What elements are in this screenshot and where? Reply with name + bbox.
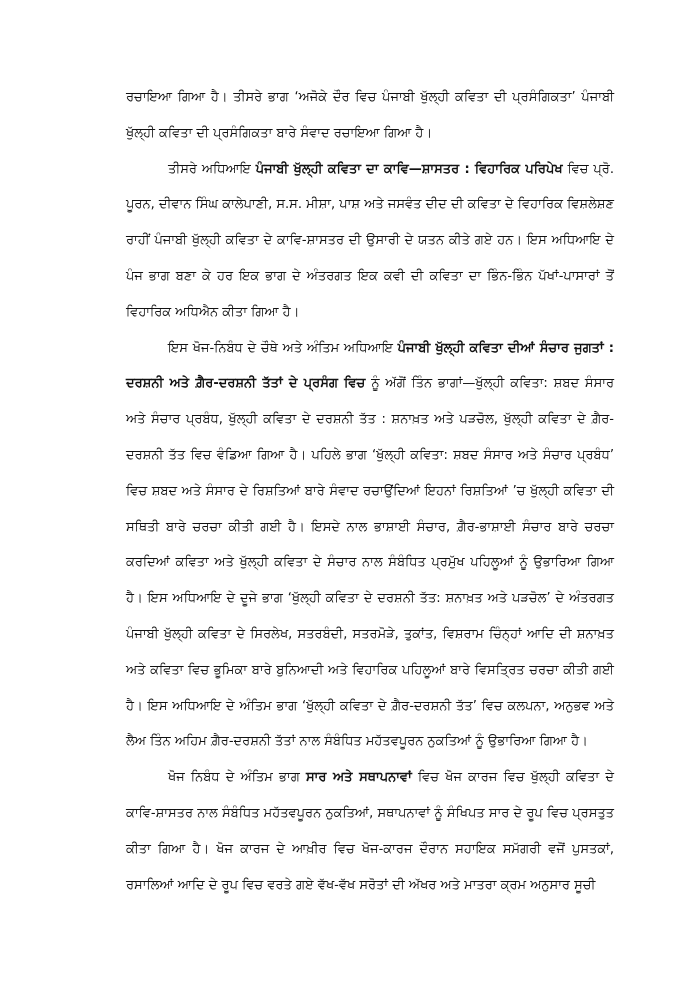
- body-text: ਖੋਜ ਨਿਬੰਧ ਦੇ ਅੰਤਿਮ ਭਾਗ: [168, 770, 306, 786]
- body-text: ਇਸ ਖੋਜ-ਨਿਬੰਧ ਦੇ ਚੌਥੇ ਅਤੇ ਅੰਤਿਮ ਅਧਿਆਇ: [168, 340, 398, 356]
- paragraph: [126, 80, 614, 152]
- body-text: ਨੂੰ ਅੱਗੋਂ ਤਿੰਨ ਭਾਗਾਂ—ਖੁੱਲ੍ਹੀ ਕਵਿਤਾ: ਸ਼ਬਦ ਸੰਸਾਰ ਅਤੇ ਸੰਚਾਰ ਪ੍ਰਬੰਧ, ਖੁੱਲ੍ਹੀ ਕਵਿਤਾ ਦੇ ਦਰਸ਼ਨੀ ਤੱਤ : ਸ਼ਨਾਖ਼ਤ ਅਤੇ ਪੜਚੋਲ, ਖੁੱਲ੍ਹੀ ਕਵਿਤਾ ਦੇ ਗ਼ੈਰ-ਦਰਸ਼ਨੀ ਤੱਤ ਵਿਚ ਵੰਡਿਆ ਗਿਆ ਹੈ। ਪਹਿਲੇ ਭਾਗ ‘ਖੁੱਲ੍ਹੀ ਕਵਿਤਾ: ਸ਼ਬਦ ਸੰਸਾਰ ਅਤੇ ਸੰਚਾਰ ਪ੍ਰਬੰਧ’ ਵਿਚ ਸ਼ਬਦ ਅਤੇ ਸੰਸਾਰ ਦੇ ਰਿਸ਼ਤਿਆਂ ਬਾਰੇ ਸੰਵਾਦ ਰਚਾਉਂਦਿਆਂ ਇਹਨਾਂ ਰਿਸ਼ਤਿਆਂ ’ਚ ਖੁੱਲ੍ਹੀ ਕਵਿਤਾ ਦੀ ਸਥਿਤੀ ਬਾਰੇ ਚਰਚਾ ਕੀਤੀ ਗਈ ਹੈ। ਇਸਦੇ ਨਾਲ ਭਾਸ਼ਾਈ ਸੰਚਾਰ, ਗ਼ੈਰ-ਭਾਸ਼ਾਈ ਸੰਚਾਰ ਬਾਰੇ ਚਰਚਾ ਕਰਦਿਆਂ ਕਵਿਤਾ ਅਤੇ ਖੁੱਲ੍ਹੀ ਕਵਿਤਾ ਦੇ ਸੰਚਾਰ ਨਾਲ ਸੰਬੰਧਿਤ ਪ੍ਰਮੁੱਖ ਪਹਿਲੂਆਂ ਨੂੰ ਉਭਾਰਿਆ ਗਿਆ ਹੈ। ਇਸ ਅਧਿਆਇ ਦੇ ਦੂਜੇ ਭਾਗ ‘ਖੁੱਲ੍ਹੀ ਕਵਿਤਾ ਦੇ ਦਰਸ਼ਨੀ ਤੱਤ: ਸ਼ਨਾਖ਼ਤ ਅਤੇ ਪੜਚੋਲ’ ਦੇ ਅੰਤਰਗਤ ਪੰਜਾਬੀ ਖੁੱਲ੍ਹੀ ਕਵਿਤਾ ਦੇ ਸਿਰਲੇਖ, ਸਤਰਬੰਦੀ, ਸਤਰਮੋੜੇ, ਤੁਕਾਂਤ, ਵਿਸ਼ਰਾਮ ਚਿੰਨ੍ਹਾਂ ਆਦਿ ਦੀ ਸ਼ਨਾਖ਼ਤ ਅਤੇ ਕਵਿਤਾ ਵਿਚ ਭੂਮਿਕਾ ਬਾਰੇ ਬੁਨਿਆਦੀ ਅਤੇ ਵਿਹਾਰਿਕ ਪਹਿਲੂਆਂ ਬਾਰੇ ਵਿਸਤ੍ਰਿਤ ਚਰਚਾ ਕੀਤੀ ਗਈ ਹੈ। ਇਸ ਅਧਿਆਇ ਦੇ ਅੰਤਿਮ ਭਾਗ ‘ਖੁੱਲ੍ਹੀ ਕਵਿਤਾ ਦੇ ਗ਼ੈਰ-ਦਰਸ਼ਨੀ ਤੱਤ’ ਵਿਚ ਕਲਪਨਾ, ਅਨੁਭਵ ਅਤੇ ਲੈਅ ਤਿੰਨ ਅਹਿਮ ਗ਼ੈਰ-ਦਰਸ਼ਨੀ ਤੱਤਾਂ ਨਾਲ ਸੰਬੰਧਿਤ ਮਹੱਤਵਪੂਰਨ ਨੁਕਤਿਆਂ ਨੂੰ ਉਭਾਰਿਆ ਗਿਆ ਹੈ।: [126, 376, 614, 750]
- body-text: ਰਚਾਇਆ ਗਿਆ ਹੈ। ਤੀਸਰੇ ਭਾਗ ‘ਅਜੋਕੇ ਦੌਰ ਵਿਚ ਪੰਜਾਬੀ ਖੁੱਲ੍ਹੀ ਕਵਿਤਾ ਦੀ ਪ੍ਰਸੰਗਿਕਤਾ’ ਪੰਜਾਬੀ ਖੁੱਲ੍ਹੀ ਕਵਿਤਾ ਦੀ ਪ੍ਰਸੰਗਿਕਤਾ ਬਾਰੇ ਸੰਵਾਦ ਰਚਾਇਆ ਗਿਆ ਹੈ।: [126, 90, 614, 141]
- body-text: ਤੀਸਰੇ ਅਧਿਆਇ: [168, 161, 256, 177]
- bold-heading-text: ਪੰਜਾਬੀ ਖੁੱਲ੍ਹੀ ਕਵਿਤਾ ਦਾ ਕਾਵਿ—ਸ਼ਾਸਤਰ : ਵਿਹਾਰਿਕ ਪਰਿਪੇਖ: [255, 161, 563, 177]
- body-text: ਵਿਚ ਖੋਜ ਕਾਰਜ ਵਿਚ ਖੁੱਲ੍ਹੀ ਕਵਿਤਾ ਦੇ ਕਾਵਿ-ਸ਼ਾਸਤਰ ਨਾਲ ਸੰਬੰਧਿਤ ਮਹੱਤਵਪੂਰਨ ਨੁਕਤਿਆਂ, ਸਥਾਪਨਾਵਾਂ ਨੂੰ ਸੰਖਿਪਤ ਸਾਰ ਦੇ ਰੂਪ ਵਿਚ ਪ੍ਰਸਤੁਤ ਕੀਤਾ ਗਿਆ ਹੈ। ਖੋਜ ਕਾਰਜ ਦੇ ਆਖ਼ੀਰ ਵਿਚ ਖੋਜ-ਕਾਰਜ ਦੌਰਾਨ ਸਹਾਇਕ ਸਮੱਗਰੀ ਵਜੋਂ ਪੁਸਤਕਾਂ, ਰਸਾਲਿਆਂ ਆਦਿ ਦੇ ਰੂਪ ਵਿਚ ਵਰਤੇ ਗਏ ਵੱਖ-ਵੱਖ ਸਰੋਤਾਂ ਦੀ ਅੱਖਰ ਅਤੇ ਮਾਤਰਾ ਕ੍ਰਮ ਅਨੁਸਾਰ ਸੂਚੀ: [126, 770, 614, 893]
- body-text: ਵਿਚ ਪ੍ਰੋ. ਪੂਰਨ, ਦੀਵਾਨ ਸਿੰਘ ਕਾਲੇਪਾਣੀ, ਸ.ਸ. ਮੀਸ਼ਾ, ਪਾਸ਼ ਅਤੇ ਜਸਵੰਤ ਦੀਦ ਦੀ ਕਵਿਤਾ ਦੇ ਵਿਹਾਰਿਕ ਵਿਸ਼ਲੇਸ਼ਣ ਰਾਹੀਂ ਪੰਜਾਬੀ ਖੁੱਲ੍ਹੀ ਕਵਿਤਾ ਦੇ ਕਾਵਿ-ਸ਼ਾਸਤਰ ਦੀ ਉਸਾਰੀ ਦੇ ਯਤਨ ਕੀਤੇ ਗਏ ਹਨ। ਇਸ ਅਧਿਆਇ ਦੇ ਪੰਜ ਭਾਗ ਬਣਾ ਕੇ ਹਰ ਇਕ ਭਾਗ ਦੇ ਅੰਤਰਗਤ ਇਕ ਕਵੀ ਦੀ ਕਵਿਤਾ ਦਾ ਭਿੰਨ-ਭਿੰਨ ਪੱਖਾਂ-ਪਾਸਾਰਾਂ ਤੋਂ ਵਿਹਾਰਿਕ ਅਧਿਐਨ ਕੀਤਾ ਗਿਆ ਹੈ।: [126, 161, 614, 320]
- document-page: [126, 80, 614, 903]
- paragraph: [126, 152, 614, 331]
- bold-heading-text: ਪੰਜਾਬੀ ਖੁੱਲ੍ਹੀ ਕਵਿਤਾ ਦੀਆਂ ਸੰਚਾਰ ਜੁਗਤਾਂ : ਦਰਸ਼ਨੀ ਅਤੇ ਗ਼ੈਰ-ਦਰਸ਼ਨੀ ਤੱਤਾਂ ਦੇ ਪ੍ਰਸੰਗ ਵਿਚ: [126, 340, 615, 392]
- paragraph: [126, 331, 614, 761]
- paragraph: [126, 760, 614, 903]
- bold-heading-text: ਸਾਰ ਅਤੇ ਸਥਾਪਨਾਵਾਂ: [305, 770, 412, 786]
